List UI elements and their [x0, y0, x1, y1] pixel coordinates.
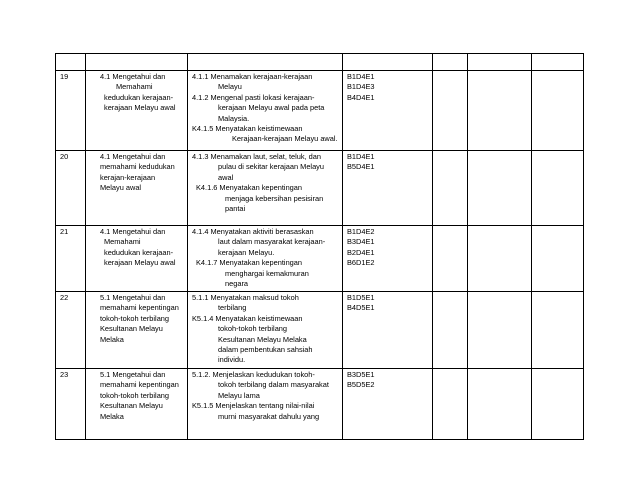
content-standard-cell: [86, 151, 188, 226]
week-number: 22: [56, 292, 86, 369]
standard-line: memahami kedudukan: [100, 162, 175, 172]
table-cell: [468, 151, 532, 226]
table-cell: [468, 71, 532, 151]
objective-line: tokoh-tokoh terbilang: [218, 324, 288, 334]
table-cell: [532, 54, 584, 71]
table-cell: [433, 292, 468, 369]
table-cell: [188, 54, 343, 71]
standard-line: kerajaan Melayu awal: [104, 103, 176, 113]
standard-line: Kesultanan Melayu: [100, 324, 163, 334]
objective-line: 4.1.2 Mengenal pasti lokasi kerajaan-: [192, 92, 315, 102]
standard-line: memahami kepentingan: [100, 380, 179, 390]
assessment-codes-cell: [343, 292, 433, 369]
objective-line: menjaga kebersihan pesisiran: [225, 193, 324, 203]
standard-line: 4.1 Mengetahui dan: [100, 72, 166, 81]
table-cell: [433, 54, 468, 71]
objective-line: individu.: [218, 355, 246, 365]
learning-objectives-cell: [188, 292, 343, 369]
table-cell: [532, 151, 584, 226]
objective-line: tokoh terbilang dalam masyarakat: [218, 380, 329, 390]
objective-line: K5.1.5 Menjelaskan tentang nilai-nilai: [192, 401, 315, 411]
objective-line: pantai: [225, 204, 246, 214]
objective-line: K4.1.7 Menyatakan kepentingan: [196, 258, 303, 268]
code-line: B3D4E1: [347, 237, 375, 247]
table-cell: [433, 71, 468, 151]
learning-objectives-cell: [188, 151, 343, 226]
content-standard-cell: [86, 292, 188, 369]
objective-line: laut dalam masyarakat kerajaan-: [218, 237, 326, 247]
objective-line: 4.1.4 Menyatakan aktiviti berasaskan: [192, 227, 314, 236]
standard-line: kerajaan Melayu awal: [104, 258, 176, 268]
content-standard-cell: [86, 226, 188, 292]
code-line: B6D1E2: [347, 258, 375, 268]
objective-line: Kesultanan Melayu Melaka: [218, 334, 307, 344]
code-line: B3D5E1: [347, 370, 375, 379]
table-cell: [468, 54, 532, 71]
objective-line: kerajaan Melayu awal pada peta: [218, 103, 325, 113]
code-line: B1D4E2: [347, 227, 375, 236]
objective-line: pulau di sekitar kerajaan Melayu: [218, 162, 324, 172]
standard-line: 5.1 Mengetahui dan: [100, 293, 166, 302]
table-row: [56, 292, 584, 369]
table-cell: [468, 369, 532, 440]
standard-line: kedudukan kerajaan-: [104, 247, 174, 257]
table-cell: [468, 292, 532, 369]
objective-line: negara: [225, 279, 249, 289]
standard-line: memahami kepentingan: [100, 303, 179, 313]
objective-line: 4.1.1 Menamakan kerajaan-kerajaan: [192, 72, 313, 81]
code-line: B5D5E2: [347, 380, 375, 390]
week-number: 21: [56, 226, 86, 292]
standard-line: 4.1 Mengetahui dan: [100, 152, 166, 161]
learning-objectives-cell: [188, 226, 343, 292]
table-cell: [532, 226, 584, 292]
objective-line: awal: [218, 172, 234, 182]
objective-line: Malaysia.: [218, 113, 250, 123]
table-cell: [433, 151, 468, 226]
content-standard-cell: [86, 369, 188, 440]
table-cell: [433, 369, 468, 440]
table-row: [56, 369, 584, 440]
objective-line: 5.1.1 Menyatakan maksud tokoh: [192, 293, 299, 302]
objective-line: dalam pembentukan sahsiah: [218, 345, 313, 355]
learning-objectives-cell: [188, 369, 343, 440]
table-row: [56, 71, 584, 151]
standard-line: kerajan-kerajaan: [100, 172, 156, 182]
standard-line: tokoh-tokoh terbilang: [100, 313, 170, 323]
table-cell: [532, 369, 584, 440]
standard-line: Melayu awal: [100, 183, 142, 193]
code-line: B2D4E1: [347, 247, 375, 257]
table-cell: [433, 226, 468, 292]
table-row: [56, 151, 584, 226]
table-cell: [532, 292, 584, 369]
objective-line: K5.1.4 Menyatakan keistimewaan: [192, 313, 303, 323]
standard-line: Memahami: [116, 82, 153, 92]
objective-line: 4.1.3 Menamakan laut, selat, teluk, dan: [192, 152, 322, 161]
objective-line: K4.1.6 Menyatakan kepentingan: [196, 183, 303, 193]
objective-line: K4.1.5 Menyatakan keistimewaan: [192, 124, 303, 134]
code-line: B4D5E1: [347, 303, 375, 313]
table-row: [56, 226, 584, 292]
objective-line: menghargai kemakmuran: [225, 268, 309, 278]
content-standard-cell: [86, 71, 188, 151]
objective-line: kerajaan Melayu.: [218, 247, 275, 257]
standard-line: Melaka: [100, 411, 124, 421]
table-cell: [86, 54, 188, 71]
standard-line: kedudukan kerajaan-: [104, 92, 174, 102]
code-line: B1D4E3: [347, 82, 375, 92]
objective-line: Melayu: [218, 82, 242, 92]
standard-line: 5.1 Mengetahui dan: [100, 370, 166, 379]
assessment-codes-cell: [343, 71, 433, 151]
code-line: B5D4E1: [347, 162, 375, 172]
learning-objectives-cell: [188, 71, 343, 151]
table-header-row: [56, 54, 584, 71]
assessment-codes-cell: [343, 151, 433, 226]
objective-line: terbilang: [218, 303, 247, 313]
week-number: 20: [56, 151, 86, 226]
objective-line: Melayu lama: [218, 390, 260, 400]
table-cell: [56, 54, 86, 71]
standard-line: Memahami: [104, 237, 141, 247]
standard-line: Melaka: [100, 334, 124, 344]
week-number: 19: [56, 71, 86, 151]
standard-line: 4.1 Mengetahui dan: [100, 227, 166, 236]
standard-line: Kesultanan Melayu: [100, 401, 163, 411]
objective-line: Kerajaan-kerajaan Melayu awal.: [232, 134, 338, 144]
table-cell: [343, 54, 433, 71]
code-line: B1D4E1: [347, 152, 375, 161]
table-cell: [532, 71, 584, 151]
table-cell: [468, 226, 532, 292]
objective-line: 5.1.2. Menjelaskan kedudukan tokoh-: [192, 370, 315, 379]
assessment-codes-cell: [343, 226, 433, 292]
objective-line: murni masyarakat dahulu yang: [218, 411, 320, 421]
standard-line: tokoh-tokoh terbilang: [100, 390, 170, 400]
code-line: B4D4E1: [347, 92, 375, 102]
assessment-codes-cell: [343, 369, 433, 440]
lesson-plan-table: [55, 53, 584, 440]
code-line: B1D5E1: [347, 293, 375, 302]
week-number: 23: [56, 369, 86, 440]
code-line: B1D4E1: [347, 72, 375, 81]
